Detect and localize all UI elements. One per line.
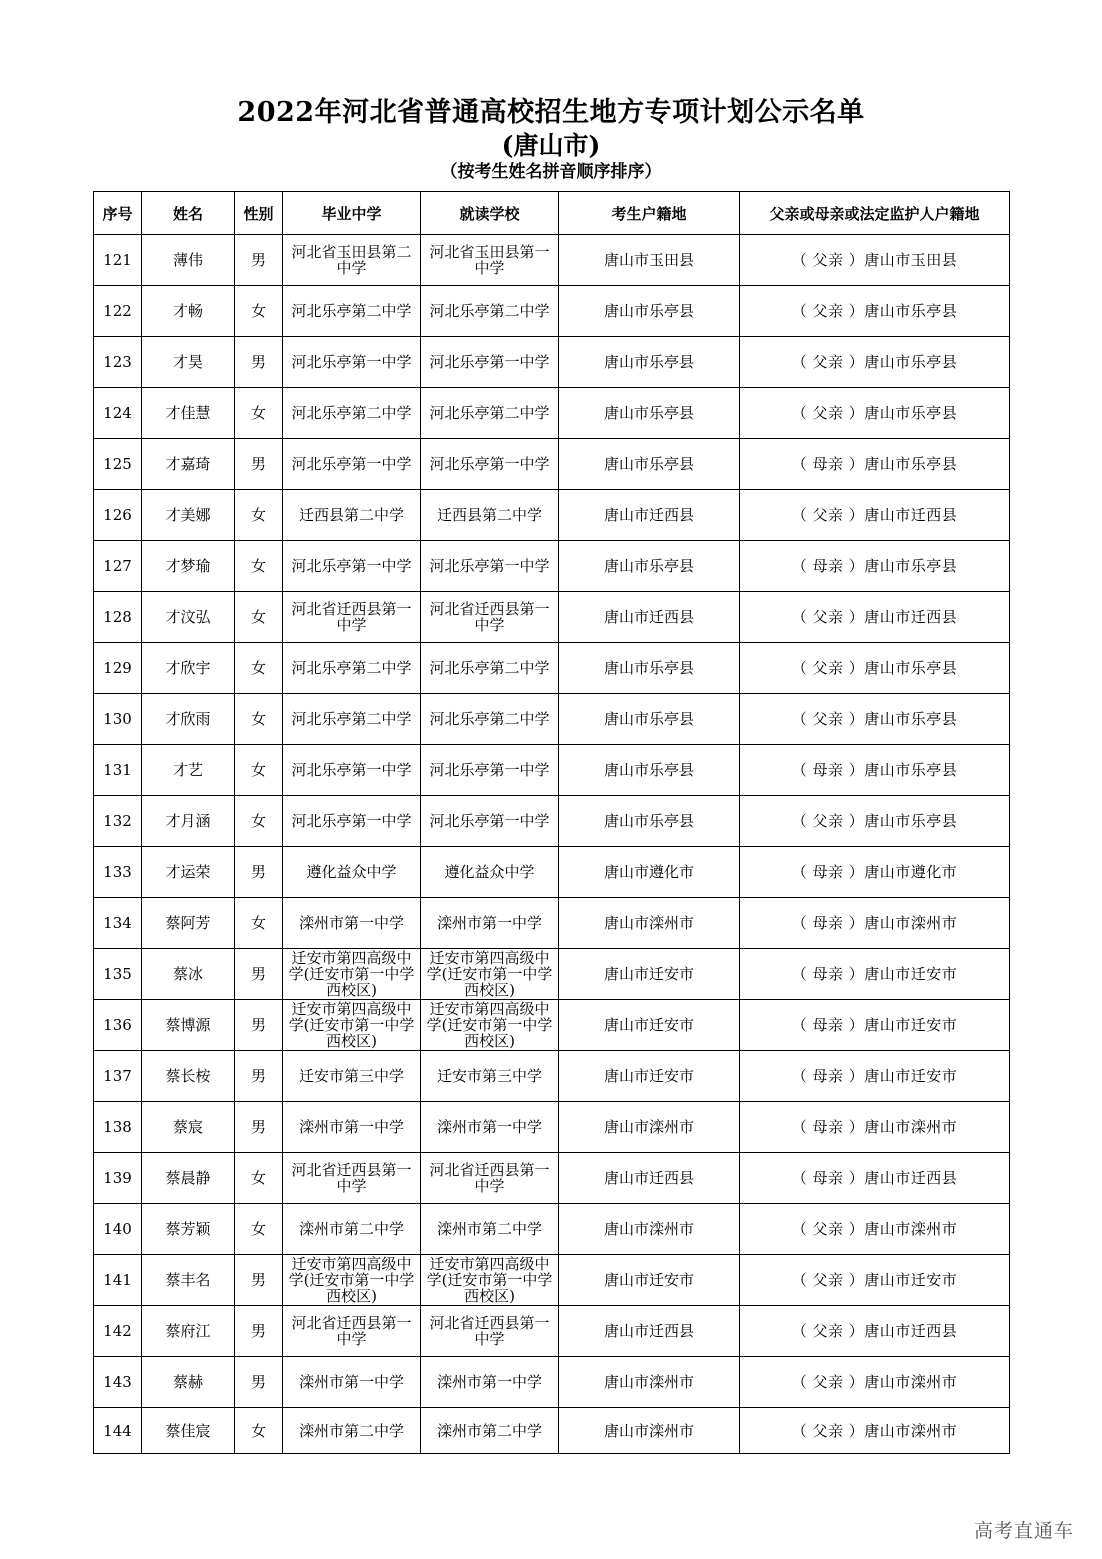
graduated-school: 河北乐亭第二中学 — [283, 388, 421, 439]
row-index: 122 — [94, 286, 142, 337]
current-school: 河北乐亭第一中学 — [421, 745, 559, 796]
table-body — [94, 235, 1010, 1454]
table-row — [94, 1357, 1010, 1408]
roster-table — [93, 191, 1010, 1454]
student-name: 蔡宸 — [142, 1102, 235, 1153]
guardian-registration: （ 父亲 ）唐山市玉田县 — [740, 235, 1010, 286]
graduated-school: 河北乐亭第二中学 — [283, 694, 421, 745]
gender: 男 — [235, 1102, 283, 1153]
gender: 男 — [235, 1051, 283, 1102]
current-school: 迁西县第二中学 — [421, 490, 559, 541]
household-registration: 唐山市遵化市 — [559, 847, 740, 898]
graduated-school: 遵化益众中学 — [283, 847, 421, 898]
household-registration: 唐山市迁西县 — [559, 592, 740, 643]
household-registration: 唐山市滦州市 — [559, 1102, 740, 1153]
guardian-registration: （ 父亲 ）唐山市乐亭县 — [740, 286, 1010, 337]
current-school: 河北省迁西县第一中学 — [421, 1306, 559, 1357]
graduated-school: 河北省迁西县第一中学 — [283, 1306, 421, 1357]
table-row — [94, 1051, 1010, 1102]
gender: 男 — [235, 949, 283, 1000]
gender: 女 — [235, 796, 283, 847]
guardian-registration: （ 母亲 ）唐山市乐亭县 — [740, 745, 1010, 796]
guardian-registration: （ 父亲 ）唐山市滦州市 — [740, 1408, 1010, 1454]
household-registration: 唐山市迁西县 — [559, 1153, 740, 1204]
graduated-school: 滦州市第二中学 — [283, 1408, 421, 1454]
student-name: 才畅 — [142, 286, 235, 337]
row-index: 144 — [94, 1408, 142, 1454]
row-index: 137 — [94, 1051, 142, 1102]
row-index: 128 — [94, 592, 142, 643]
gender: 女 — [235, 694, 283, 745]
sort-note: （按考生姓名拼音顺序排序） — [440, 162, 662, 182]
graduated-school: 河北省迁西县第一中学 — [283, 592, 421, 643]
gender: 女 — [235, 898, 283, 949]
graduated-school: 迁安市第三中学 — [283, 1051, 421, 1102]
student-name: 蔡府江 — [142, 1306, 235, 1357]
gender: 男 — [235, 847, 283, 898]
graduated-school: 河北省迁西县第一中学 — [283, 1153, 421, 1204]
row-index: 141 — [94, 1255, 142, 1306]
household-registration: 唐山市迁安市 — [559, 1051, 740, 1102]
table-row — [94, 796, 1010, 847]
row-index: 135 — [94, 949, 142, 1000]
current-school: 河北省玉田县第一中学 — [421, 235, 559, 286]
row-index: 133 — [94, 847, 142, 898]
row-index: 126 — [94, 490, 142, 541]
graduated-school: 河北乐亭第二中学 — [283, 643, 421, 694]
current-school: 河北乐亭第二中学 — [421, 643, 559, 694]
current-school: 河北乐亭第二中学 — [421, 388, 559, 439]
household-registration: 唐山市迁安市 — [559, 949, 740, 1000]
current-school: 滦州市第一中学 — [421, 898, 559, 949]
household-registration: 唐山市迁西县 — [559, 490, 740, 541]
table-row — [94, 1204, 1010, 1255]
student-name: 蔡博源 — [142, 1000, 235, 1051]
gender: 女 — [235, 1204, 283, 1255]
guardian-registration: （ 母亲 ）唐山市迁安市 — [740, 1051, 1010, 1102]
guardian-registration: （ 母亲 ）唐山市滦州市 — [740, 898, 1010, 949]
guardian-registration: （ 父亲 ）唐山市滦州市 — [740, 1204, 1010, 1255]
current-school: 遵化益众中学 — [421, 847, 559, 898]
household-registration: 唐山市乐亭县 — [559, 337, 740, 388]
row-index: 121 — [94, 235, 142, 286]
student-name: 才梦瑜 — [142, 541, 235, 592]
student-name: 薄伟 — [142, 235, 235, 286]
current-school: 河北乐亭第二中学 — [421, 694, 559, 745]
guardian-registration: （ 父亲 ）唐山市迁西县 — [740, 592, 1010, 643]
graduated-school: 河北乐亭第一中学 — [283, 337, 421, 388]
table-row — [94, 745, 1010, 796]
graduated-school: 河北乐亭第一中学 — [283, 796, 421, 847]
student-name: 才佳慧 — [142, 388, 235, 439]
gender: 女 — [235, 541, 283, 592]
table-row — [94, 592, 1010, 643]
header-index: 序号 — [94, 192, 142, 235]
guardian-registration: （ 父亲 ）唐山市滦州市 — [740, 1357, 1010, 1408]
header-household-registration: 考生户籍地 — [559, 192, 740, 235]
table-header-row — [94, 192, 1010, 235]
graduated-school: 迁安市第四高级中学(迁安市第一中学西校区) — [283, 1000, 421, 1051]
current-school: 河北省迁西县第一中学 — [421, 1153, 559, 1204]
gender: 男 — [235, 235, 283, 286]
row-index: 138 — [94, 1102, 142, 1153]
gender: 女 — [235, 592, 283, 643]
student-name: 才汶弘 — [142, 592, 235, 643]
row-index: 142 — [94, 1306, 142, 1357]
guardian-registration: （ 母亲 ）唐山市滦州市 — [740, 1102, 1010, 1153]
guardian-registration: （ 父亲 ）唐山市乐亭县 — [740, 643, 1010, 694]
row-index: 129 — [94, 643, 142, 694]
header-gender: 性别 — [235, 192, 283, 235]
current-school: 河北乐亭第一中学 — [421, 337, 559, 388]
household-registration: 唐山市迁安市 — [559, 1000, 740, 1051]
student-name: 才月涵 — [142, 796, 235, 847]
table-row — [94, 643, 1010, 694]
current-school: 河北省迁西县第一中学 — [421, 592, 559, 643]
guardian-registration: （ 父亲 ）唐山市乐亭县 — [740, 337, 1010, 388]
guardian-registration: （ 母亲 ）唐山市乐亭县 — [740, 541, 1010, 592]
row-index: 140 — [94, 1204, 142, 1255]
page-subtitle: (唐山市) — [501, 131, 601, 160]
student-name: 蔡晨静 — [142, 1153, 235, 1204]
household-registration: 唐山市乐亭县 — [559, 694, 740, 745]
row-index: 127 — [94, 541, 142, 592]
household-registration: 唐山市乐亭县 — [559, 439, 740, 490]
current-school: 滦州市第一中学 — [421, 1102, 559, 1153]
household-registration: 唐山市滦州市 — [559, 1408, 740, 1454]
table-row — [94, 898, 1010, 949]
graduated-school: 河北乐亭第一中学 — [283, 541, 421, 592]
row-index: 123 — [94, 337, 142, 388]
row-index: 124 — [94, 388, 142, 439]
guardian-registration: （ 父亲 ）唐山市迁西县 — [740, 1306, 1010, 1357]
table-row — [94, 439, 1010, 490]
graduated-school: 河北乐亭第一中学 — [283, 745, 421, 796]
household-registration: 唐山市乐亭县 — [559, 388, 740, 439]
graduated-school: 迁西县第二中学 — [283, 490, 421, 541]
table-row — [94, 1102, 1010, 1153]
graduated-school: 滦州市第二中学 — [283, 1204, 421, 1255]
gender: 男 — [235, 439, 283, 490]
row-index: 125 — [94, 439, 142, 490]
header-current-school: 就读学校 — [421, 192, 559, 235]
student-name: 蔡长桉 — [142, 1051, 235, 1102]
table-row — [94, 337, 1010, 388]
guardian-registration: （ 父亲 ）唐山市迁西县 — [740, 490, 1010, 541]
header-graduated-school: 毕业中学 — [283, 192, 421, 235]
guardian-registration: （ 母亲 ）唐山市迁安市 — [740, 949, 1010, 1000]
student-name: 才欣宇 — [142, 643, 235, 694]
guardian-registration: （ 母亲 ）唐山市遵化市 — [740, 847, 1010, 898]
student-name: 才艺 — [142, 745, 235, 796]
table-row — [94, 541, 1010, 592]
header-name: 姓名 — [142, 192, 235, 235]
graduated-school: 河北省玉田县第二中学 — [283, 235, 421, 286]
gender: 男 — [235, 1000, 283, 1051]
graduated-school: 迁安市第四高级中学(迁安市第一中学西校区) — [283, 949, 421, 1000]
student-name: 才美娜 — [142, 490, 235, 541]
gender: 女 — [235, 1153, 283, 1204]
student-name: 蔡赫 — [142, 1357, 235, 1408]
gender: 女 — [235, 286, 283, 337]
student-name: 蔡佳宸 — [142, 1408, 235, 1454]
gender: 女 — [235, 1408, 283, 1454]
table-row — [94, 235, 1010, 286]
row-index: 136 — [94, 1000, 142, 1051]
table-row — [94, 1255, 1010, 1306]
current-school: 滦州市第二中学 — [421, 1204, 559, 1255]
gender: 男 — [235, 1357, 283, 1408]
table-row — [94, 1000, 1010, 1051]
graduated-school: 河北乐亭第二中学 — [283, 286, 421, 337]
household-registration: 唐山市乐亭县 — [559, 796, 740, 847]
gender: 女 — [235, 490, 283, 541]
household-registration: 唐山市滦州市 — [559, 898, 740, 949]
table-row — [94, 490, 1010, 541]
student-name: 蔡冰 — [142, 949, 235, 1000]
gender: 男 — [235, 1306, 283, 1357]
gender: 男 — [235, 337, 283, 388]
current-school: 迁安市第四高级中学(迁安市第一中学西校区) — [421, 949, 559, 1000]
household-registration: 唐山市乐亭县 — [559, 745, 740, 796]
graduated-school: 迁安市第四高级中学(迁安市第一中学西校区) — [283, 1255, 421, 1306]
table-row — [94, 694, 1010, 745]
current-school: 河北乐亭第二中学 — [421, 286, 559, 337]
row-index: 130 — [94, 694, 142, 745]
table-row — [94, 1153, 1010, 1204]
graduated-school: 河北乐亭第一中学 — [283, 439, 421, 490]
household-registration: 唐山市乐亭县 — [559, 541, 740, 592]
student-name: 蔡芳颖 — [142, 1204, 235, 1255]
current-school: 迁安市第四高级中学(迁安市第一中学西校区) — [421, 1255, 559, 1306]
row-index: 143 — [94, 1357, 142, 1408]
household-registration: 唐山市迁西县 — [559, 1306, 740, 1357]
guardian-registration: （ 父亲 ）唐山市乐亭县 — [740, 796, 1010, 847]
guardian-registration: （ 父亲 ）唐山市迁安市 — [740, 1255, 1010, 1306]
guardian-registration: （ 母亲 ）唐山市迁西县 — [740, 1153, 1010, 1204]
table-row — [94, 388, 1010, 439]
current-school: 河北乐亭第一中学 — [421, 439, 559, 490]
graduated-school: 滦州市第一中学 — [283, 898, 421, 949]
student-name: 才欣雨 — [142, 694, 235, 745]
gender: 男 — [235, 1255, 283, 1306]
household-registration: 唐山市迁安市 — [559, 1255, 740, 1306]
row-index: 139 — [94, 1153, 142, 1204]
guardian-registration: （ 父亲 ）唐山市乐亭县 — [740, 388, 1010, 439]
guardian-registration: （ 母亲 ）唐山市乐亭县 — [740, 439, 1010, 490]
table-row — [94, 286, 1010, 337]
current-school: 迁安市第四高级中学(迁安市第一中学西校区) — [421, 1000, 559, 1051]
table-row — [94, 847, 1010, 898]
student-name: 才昊 — [142, 337, 235, 388]
household-registration: 唐山市滦州市 — [559, 1204, 740, 1255]
student-name: 蔡丰名 — [142, 1255, 235, 1306]
watermark: 高考直通车 — [973, 1520, 1074, 1542]
table-row — [94, 949, 1010, 1000]
row-index: 134 — [94, 898, 142, 949]
household-registration: 唐山市玉田县 — [559, 235, 740, 286]
header-guardian-registration: 父亲或母亲或法定监护人户籍地 — [740, 192, 1010, 235]
guardian-registration: （ 父亲 ）唐山市乐亭县 — [740, 694, 1010, 745]
gender: 女 — [235, 388, 283, 439]
table-row — [94, 1408, 1010, 1454]
student-name: 才嘉琦 — [142, 439, 235, 490]
current-school: 滦州市第二中学 — [421, 1408, 559, 1454]
graduated-school: 滦州市第一中学 — [283, 1102, 421, 1153]
student-name: 才运荣 — [142, 847, 235, 898]
page-title: 2022年河北省普通高校招生地方专项计划公示名单 — [237, 97, 865, 128]
gender: 女 — [235, 745, 283, 796]
household-registration: 唐山市滦州市 — [559, 1357, 740, 1408]
row-index: 131 — [94, 745, 142, 796]
current-school: 滦州市第一中学 — [421, 1357, 559, 1408]
row-index: 132 — [94, 796, 142, 847]
household-registration: 唐山市乐亭县 — [559, 286, 740, 337]
current-school: 河北乐亭第一中学 — [421, 796, 559, 847]
table-row — [94, 1306, 1010, 1357]
student-name: 蔡阿芳 — [142, 898, 235, 949]
graduated-school: 滦州市第一中学 — [283, 1357, 421, 1408]
current-school: 河北乐亭第一中学 — [421, 541, 559, 592]
guardian-registration: （ 母亲 ）唐山市迁安市 — [740, 1000, 1010, 1051]
household-registration: 唐山市乐亭县 — [559, 643, 740, 694]
gender: 女 — [235, 643, 283, 694]
current-school: 迁安市第三中学 — [421, 1051, 559, 1102]
